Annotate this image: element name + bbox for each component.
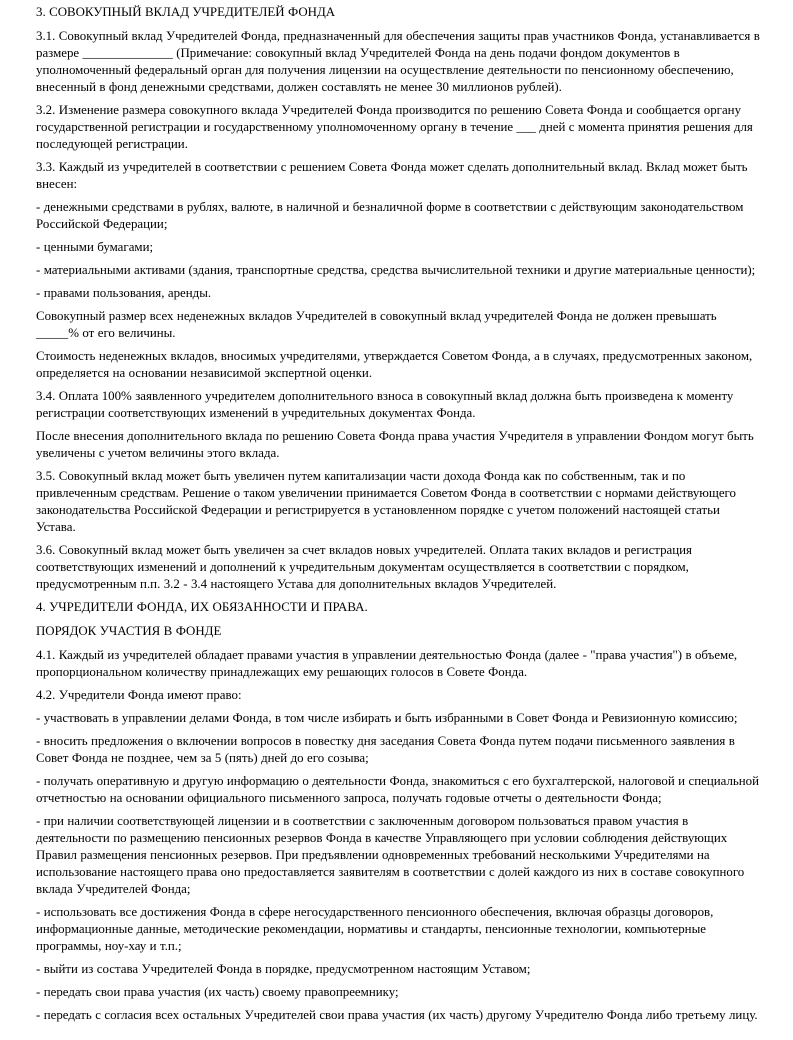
paragraph: Стоимость неденежных вкладов, вносимых учредителями, утверждается Советом Фонда, а в случаях, предусмотренных законом, определяется на основании независимой экспертной оценки.: [36, 349, 753, 380]
paragraph: 3.2. Изменение размера совокупного вклада Учредителей Фонда производится по решению Совета Фонда и сообщается органу государственной регистрации и государственному уполномоченному органу в течение ___ дней с момента принятия решения для последующей регистрации.: [36, 103, 753, 151]
list-item: - ценными бумагами;: [36, 240, 154, 254]
list-item: - вносить предложения о включении вопросов в повестку дня заседания Совета Фонда путем подачи письменного заявления в Совет Фонда не позднее, чем за 5 (пять) дней до его созыва;: [36, 734, 735, 765]
section-heading: 3. СОВОКУПНЫЙ ВКЛАД УЧРЕДИТЕЛЕЙ ФОНДА: [36, 5, 336, 19]
section-heading: ПОРЯДОК УЧАСТИЯ В ФОНДЕ: [36, 624, 222, 638]
paragraph: 4.2. Учредители Фонда имеют право:: [36, 688, 242, 702]
list-item: - при наличии соответствующей лицензии и в соответствии с заключенным договором пользоваться правом участия в деятельности по размещению пенсионных резервов Фонда в качестве Управляющего при условии соблюдения действующих Правил размещения пенсионных резервов. При предъявлении одновременных требований несколькими Учредителями на использование настоящего права оно предоставляется заявителям в соответствии с долей каждого из них в составе совокупного вклада Учредителей Фонда;: [36, 814, 745, 896]
paragraph: 3.6. Совокупный вклад может быть увеличен за счет вкладов новых учредителей. Оплата таких вкладов и регистрация соответствующих изменений и дополнений к учредительным документам осуществляется в соответствии с порядком, предусмотренным п.п. 3.2 - 3.4 настоящего Устава для дополнительных вкладов Учредителей.: [36, 543, 692, 591]
section-heading: 4. УЧРЕДИТЕЛИ ФОНДА, ИХ ОБЯЗАННОСТИ И ПРАВА.: [36, 600, 368, 614]
paragraph: 3.4. Оплата 100% заявленного учредителем дополнительного взноса в совокупный вклад должна быть произведена к моменту регистрации соответствующих изменений в учредительных документах Фонда.: [36, 389, 734, 420]
list-item: - материальными активами (здания, транспортные средства, средства вычислительной техники и другие материальные ценности);: [36, 263, 756, 277]
list-item: - правами пользования, аренды.: [36, 286, 212, 300]
paragraph: 3.5. Совокупный вклад может быть увеличен путем капитализации части дохода Фонда как по собственным, так и по привлеченным средствам. Решение о таком увеличении принимается Советом Фонда в соответствии с нормами действующего законодательства Российской Федерации и регистрируется в установленном порядке с учетом положений настоящей статьи Устава.: [36, 469, 736, 534]
document-body: [36, 4, 760, 1024]
paragraph: 3.3. Каждый из учредителей в соответствии с решением Совета Фонда может сделать дополнительный вклад. Вклад может быть внесен:: [36, 160, 748, 191]
list-item: - денежными средствами в рублях, валюте, в наличной и безналичной форме в соответствии с действующим законодательством Российской Федерации;: [36, 200, 744, 231]
list-item: - передать с согласия всех остальных Учредителей свои права участия (их часть) другому Учредителю Фонда либо третьему лицу.: [36, 1008, 758, 1022]
list-item: - получать оперативную и другую информацию о деятельности Фонда, знакомиться с его бухгалтерской, налоговой и специальной отчетностью на основании официального письменного запроса, получать годовые отчеты о деятельности Фонда;: [36, 774, 760, 805]
list-item: - использовать все достижения Фонда в сфере негосударственного пенсионного обеспечения, включая образцы договоров, информационные данные, методические рекомендации, нормативы и стандарты, пенсионные технологии, компьютерные программы, ноу-хау и т.п.;: [36, 905, 714, 953]
paragraph: 3.1. Совокупный вклад Учредителей Фонда, предназначенный для обеспечения защиты прав участников Фонда, устанавливается в размере ______________ (Примечание: совокупный вклад Учредителей Фонда на день подачи фондом документов в уполномоченный федеральный орган для получения лицензии на осуществление деятельности по пенсионному обеспечению, внесенный в фонд денежными средствами, должен составлять не менее 30 миллионов рублей).: [36, 29, 760, 94]
paragraph: После внесения дополнительного вклада по решению Совета Фонда права участия Учредителя в управлении Фондом могут быть увеличены с учетом величины этого вклада.: [36, 429, 754, 460]
list-item: - участвовать в управлении делами Фонда, в том числе избирать и быть избранными в Совет Фонда и Ревизионную комиссию;: [36, 711, 738, 725]
paragraph: 4.1. Каждый из учредителей обладает правами участия в управлении деятельностью Фонда (далее - "права участия") в объеме, пропорциональном количеству принадлежащих ему решающих голосов в Совете Фонда.: [36, 648, 738, 679]
list-item: - передать свои права участия (их часть) своему правопреемнику;: [36, 985, 399, 999]
list-item: - выйти из состава Учредителей Фонда в порядке, предусмотренном настоящим Уставом;: [36, 962, 531, 976]
paragraph: Совокупный размер всех неденежных вкладов Учредителей в совокупный вклад учредителей Фонда не должен превышать _____% от его величины.: [36, 309, 717, 340]
